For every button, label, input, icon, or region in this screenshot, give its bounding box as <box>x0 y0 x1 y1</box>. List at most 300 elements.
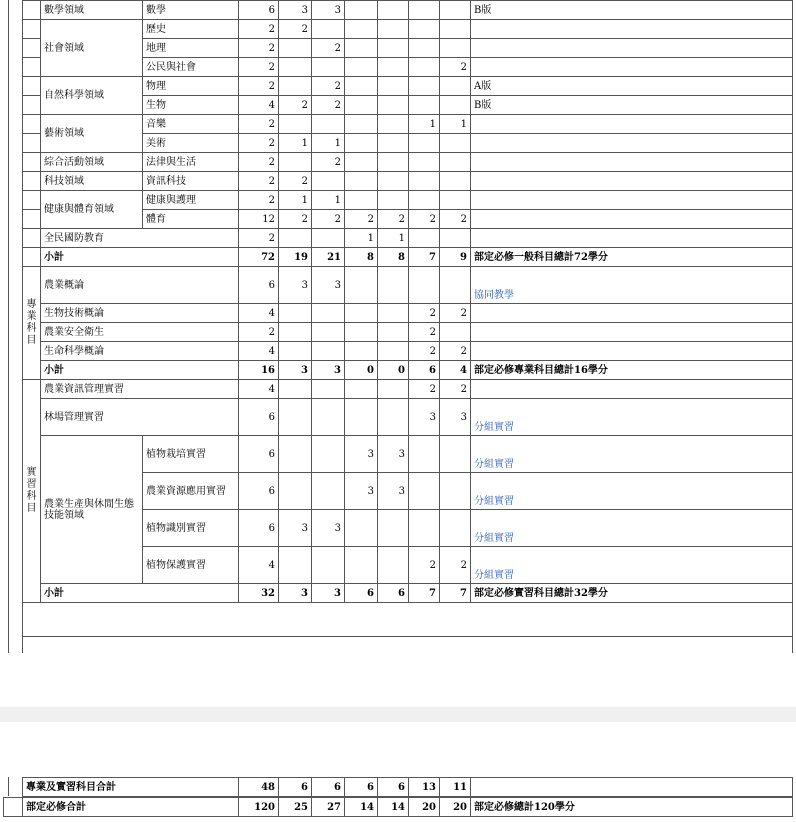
credit-s4 <box>378 399 409 436</box>
subject-cell: 公民與社會 <box>143 58 239 77</box>
credit-s6 <box>440 473 471 510</box>
credit-s1: 1 <box>279 191 312 210</box>
credit-s6 <box>440 267 471 304</box>
subject-cell: 生物技術概論 <box>41 304 239 323</box>
credit-s1: 2 <box>279 20 312 39</box>
credit-s3 <box>345 58 378 77</box>
category-practice: 實習科目 <box>23 380 41 603</box>
note-cell: 部定必修一般科目總計72學分 <box>471 248 793 267</box>
credit-s6 <box>440 20 471 39</box>
credit-s6: 20 <box>440 798 471 817</box>
credit-s2: 21 <box>312 248 345 267</box>
credit-s2 <box>312 436 345 473</box>
spacer-cell <box>23 96 41 115</box>
credit-s5 <box>409 267 440 304</box>
note-cell <box>471 342 793 361</box>
credit-s2 <box>312 172 345 191</box>
credit-s5: 7 <box>409 584 440 603</box>
table-row <box>23 229 793 248</box>
note-cell <box>471 58 793 77</box>
subtotal-label: 小計 <box>41 248 239 267</box>
credit-s3 <box>345 304 378 323</box>
subtotal-row <box>23 361 793 380</box>
credit-s2 <box>312 20 345 39</box>
credit-s4 <box>378 1 409 20</box>
spacer-cell <box>23 20 41 39</box>
note-cell: 部定必修實習科目總計32學分 <box>471 584 793 603</box>
note-cell <box>471 210 793 229</box>
credit-s1: 1 <box>279 134 312 153</box>
credit-total: 4 <box>239 342 279 361</box>
note-cell <box>471 191 793 210</box>
credit-s2: 2 <box>312 39 345 58</box>
total-label: 專業及實習科目合計 <box>23 778 239 797</box>
credit-s3 <box>345 172 378 191</box>
credit-s5 <box>409 1 440 20</box>
credit-total: 2 <box>239 20 279 39</box>
spacer-cell <box>23 153 41 172</box>
required-total-table <box>3 797 793 817</box>
note-cell <box>471 172 793 191</box>
credit-s4 <box>378 20 409 39</box>
credit-total: 6 <box>239 510 279 547</box>
table-row <box>23 115 793 134</box>
credit-s1 <box>279 473 312 510</box>
credit-s6: 3 <box>440 399 471 436</box>
credit-s3: 1 <box>345 229 378 248</box>
credit-s4 <box>378 510 409 547</box>
credit-s5 <box>409 229 440 248</box>
credit-s1 <box>279 115 312 134</box>
credit-s3: 6 <box>345 778 378 797</box>
table-row <box>23 153 793 172</box>
credit-s6: 2 <box>440 380 471 399</box>
credit-s2: 1 <box>312 134 345 153</box>
subject-cell: 生命科學概論 <box>41 342 239 361</box>
credit-total: 16 <box>239 361 279 380</box>
subject-cell: 地理 <box>143 39 239 58</box>
credit-total: 48 <box>239 778 279 797</box>
credit-s1: 2 <box>279 172 312 191</box>
credit-s3: 0 <box>345 361 378 380</box>
credit-s4 <box>378 77 409 96</box>
subject-cell: 農業安全衛生 <box>41 323 239 342</box>
credit-total: 12 <box>239 210 279 229</box>
credit-s5 <box>409 58 440 77</box>
spacer-cell <box>23 210 41 229</box>
table-row <box>23 342 793 361</box>
credit-total: 2 <box>239 115 279 134</box>
credit-s1 <box>279 304 312 323</box>
credit-s2 <box>312 115 345 134</box>
note-cell: 分組實習 <box>471 436 793 473</box>
domain-cell: 農業生產與休閒生態技能領域 <box>41 436 143 584</box>
credit-total: 2 <box>239 77 279 96</box>
credit-s2: 2 <box>312 77 345 96</box>
credit-total: 2 <box>239 172 279 191</box>
credit-s4 <box>378 304 409 323</box>
credit-s4 <box>378 153 409 172</box>
subject-cell: 資訊科技 <box>143 172 239 191</box>
credit-s6: 4 <box>440 361 471 380</box>
credit-total: 72 <box>239 248 279 267</box>
credit-s2: 27 <box>312 798 345 817</box>
credit-s5: 1 <box>409 115 440 134</box>
note-cell <box>471 778 793 797</box>
credit-total: 6 <box>239 267 279 304</box>
credit-s5 <box>409 191 440 210</box>
credit-s5: 6 <box>409 361 440 380</box>
credit-s3: 8 <box>345 248 378 267</box>
credit-total: 2 <box>239 229 279 248</box>
credit-s5 <box>409 153 440 172</box>
subject-cell: 農業概論 <box>41 267 239 304</box>
credit-s2 <box>312 229 345 248</box>
credit-s5: 2 <box>409 380 440 399</box>
table-row <box>23 304 793 323</box>
credit-s1 <box>279 380 312 399</box>
credit-s5 <box>409 77 440 96</box>
credit-s3 <box>345 380 378 399</box>
credit-s2: 2 <box>312 96 345 115</box>
table-row <box>23 77 793 96</box>
credit-total: 2 <box>239 323 279 342</box>
note-cell <box>471 380 793 399</box>
credit-s6: 7 <box>440 584 471 603</box>
credit-s2 <box>312 342 345 361</box>
subject-cell: 林場管理實習 <box>41 399 239 436</box>
credit-s3 <box>345 1 378 20</box>
subject-cell: 農業資源應用實習 <box>143 473 239 510</box>
credit-s5 <box>409 172 440 191</box>
table-row <box>23 436 793 473</box>
subject-cell: 植物保護實習 <box>143 547 239 584</box>
note-cell: 分組實習 <box>471 399 793 436</box>
credit-s3 <box>345 323 378 342</box>
credit-s3 <box>345 547 378 584</box>
note-cell <box>471 115 793 134</box>
credit-total: 4 <box>239 304 279 323</box>
total-row <box>23 778 793 797</box>
credit-s1: 2 <box>279 210 312 229</box>
credit-s5 <box>409 510 440 547</box>
table-row <box>23 399 793 436</box>
note-cell: A版 <box>471 77 793 96</box>
credit-total: 4 <box>239 96 279 115</box>
note-cell: 分組實習 <box>471 547 793 584</box>
credit-s5: 2 <box>409 304 440 323</box>
credit-s4: 0 <box>378 361 409 380</box>
subject-cell: 健康與護理 <box>143 191 239 210</box>
credit-s1: 3 <box>279 267 312 304</box>
credit-s6: 1 <box>440 115 471 134</box>
subtotal-row <box>23 584 793 603</box>
credit-s6 <box>440 229 471 248</box>
credit-s6: 2 <box>440 342 471 361</box>
credit-s6 <box>440 96 471 115</box>
table-row <box>23 172 793 191</box>
credit-s2 <box>312 58 345 77</box>
credit-s2: 1 <box>312 191 345 210</box>
credit-s1: 3 <box>279 584 312 603</box>
domain-cell: 全民國防教育 <box>41 229 239 248</box>
credit-s6 <box>440 323 471 342</box>
table-row <box>23 191 793 210</box>
credit-s4 <box>378 39 409 58</box>
credit-s2: 3 <box>312 584 345 603</box>
note-cell <box>471 39 793 58</box>
credit-s4: 3 <box>378 473 409 510</box>
credit-s1: 6 <box>279 778 312 797</box>
credit-s5 <box>409 436 440 473</box>
credit-s1 <box>279 436 312 473</box>
credit-s4: 14 <box>378 798 409 817</box>
domain-cell: 數學領域 <box>41 1 143 20</box>
credit-s6 <box>440 77 471 96</box>
spacer-cell <box>23 229 41 248</box>
credit-s1: 19 <box>279 248 312 267</box>
credit-s4: 6 <box>378 584 409 603</box>
credit-s5 <box>409 39 440 58</box>
credit-s4 <box>378 172 409 191</box>
credit-total: 6 <box>239 436 279 473</box>
credit-s4: 8 <box>378 248 409 267</box>
credit-s5 <box>409 20 440 39</box>
domain-cell: 健康與體育領域 <box>41 191 143 229</box>
subject-cell: 生物 <box>143 96 239 115</box>
credit-s1: 3 <box>279 1 312 20</box>
credit-s5: 2 <box>409 342 440 361</box>
credit-s6 <box>440 1 471 20</box>
table-row <box>23 380 793 399</box>
category-professional: 專業科目 <box>23 267 41 380</box>
total-label: 部定必修合計 <box>23 798 239 817</box>
credit-s4 <box>378 380 409 399</box>
credit-s2: 3 <box>312 1 345 20</box>
totals-left-line <box>8 777 9 796</box>
credit-total: 6 <box>239 1 279 20</box>
note-cell: B版 <box>471 96 793 115</box>
credit-s3: 3 <box>345 436 378 473</box>
credit-s3 <box>345 267 378 304</box>
domain-cell: 藝術領域 <box>41 115 143 153</box>
credit-s6 <box>440 39 471 58</box>
domain-cell: 社會領域 <box>41 20 143 77</box>
credit-s3 <box>345 134 378 153</box>
note-cell: 部定必修總計120學分 <box>471 798 793 817</box>
note-cell: 分組實習 <box>471 510 793 547</box>
credit-s2 <box>312 304 345 323</box>
credit-s2 <box>312 547 345 584</box>
credit-total: 32 <box>239 584 279 603</box>
note-cell <box>471 153 793 172</box>
credit-s1 <box>279 229 312 248</box>
frame-bottom-line <box>22 636 792 637</box>
credit-s1 <box>279 323 312 342</box>
credit-s5: 2 <box>409 323 440 342</box>
note-cell <box>471 323 793 342</box>
credit-s3 <box>345 153 378 172</box>
subject-cell: 數學 <box>143 1 239 20</box>
credit-s4 <box>378 342 409 361</box>
credit-s5: 2 <box>409 210 440 229</box>
spacer-cell <box>23 115 41 134</box>
totals-table <box>22 777 793 797</box>
credit-total: 2 <box>239 58 279 77</box>
credit-total: 2 <box>239 134 279 153</box>
credit-s4: 3 <box>378 436 409 473</box>
section-gap <box>0 707 796 722</box>
credit-s4 <box>378 191 409 210</box>
credit-s5 <box>409 134 440 153</box>
credit-s5: 20 <box>409 798 440 817</box>
credit-s4: 2 <box>378 210 409 229</box>
spacer-cell <box>23 248 41 267</box>
credit-s1: 3 <box>279 361 312 380</box>
credit-s3 <box>345 510 378 547</box>
credit-s4 <box>378 96 409 115</box>
credit-s5: 13 <box>409 778 440 797</box>
subject-cell: 美術 <box>143 134 239 153</box>
credit-s6: 11 <box>440 778 471 797</box>
credit-s4 <box>378 547 409 584</box>
credit-total: 2 <box>239 153 279 172</box>
credit-s6 <box>440 134 471 153</box>
table-row <box>23 1 793 20</box>
spacer-cell <box>23 191 41 210</box>
credit-s3 <box>345 77 378 96</box>
credit-s6: 9 <box>440 248 471 267</box>
subject-cell: 體育 <box>143 210 239 229</box>
credit-s6: 2 <box>440 210 471 229</box>
subject-cell: 植物栽培實習 <box>143 436 239 473</box>
credit-s3: 3 <box>345 473 378 510</box>
subject-cell: 物理 <box>143 77 239 96</box>
table-row <box>23 323 793 342</box>
credit-s3: 14 <box>345 798 378 817</box>
credit-s4: 1 <box>378 229 409 248</box>
domain-cell: 綜合活動領域 <box>41 153 143 172</box>
frame-left-line <box>8 0 9 653</box>
credit-s2 <box>312 380 345 399</box>
credit-s1 <box>279 58 312 77</box>
credit-s2 <box>312 323 345 342</box>
credit-s2: 2 <box>312 153 345 172</box>
note-cell <box>471 229 793 248</box>
credit-total: 120 <box>239 798 279 817</box>
note-cell: 部定必修專業科目總計16學分 <box>471 361 793 380</box>
note-cell <box>471 304 793 323</box>
credit-s2: 2 <box>312 210 345 229</box>
credit-s6: 2 <box>440 304 471 323</box>
credit-s4 <box>378 115 409 134</box>
credit-s1: 2 <box>279 96 312 115</box>
credit-s1 <box>279 547 312 584</box>
subject-cell: 農業資訊管理實習 <box>41 380 239 399</box>
credit-s2: 3 <box>312 361 345 380</box>
subject-cell: 植物識別實習 <box>143 510 239 547</box>
credit-s3 <box>345 39 378 58</box>
credit-s6: 2 <box>440 58 471 77</box>
credit-s6 <box>440 510 471 547</box>
credit-s2 <box>312 399 345 436</box>
credit-s2 <box>312 473 345 510</box>
credit-s1 <box>279 77 312 96</box>
credit-s4: 6 <box>378 778 409 797</box>
credit-s2: 6 <box>312 778 345 797</box>
credit-s1: 3 <box>279 510 312 547</box>
credit-s3: 2 <box>345 210 378 229</box>
note-cell: 協同教學 <box>471 267 793 304</box>
spacer-cell <box>23 1 41 20</box>
credit-s2: 3 <box>312 267 345 304</box>
domain-cell: 自然科學領域 <box>41 77 143 115</box>
note-cell <box>471 20 793 39</box>
subtotal-label: 小計 <box>41 584 239 603</box>
spacer-cell <box>23 58 41 77</box>
credit-s6 <box>440 436 471 473</box>
credit-s3: 6 <box>345 584 378 603</box>
domain-cell: 科技領域 <box>41 172 143 191</box>
credit-s5: 3 <box>409 399 440 436</box>
credit-s3 <box>345 399 378 436</box>
spacer-cell <box>23 77 41 96</box>
credit-total: 4 <box>239 547 279 584</box>
credit-s6: 2 <box>440 547 471 584</box>
credit-total: 2 <box>239 39 279 58</box>
table-row <box>23 20 793 39</box>
credit-s3 <box>345 20 378 39</box>
credit-s1 <box>279 153 312 172</box>
spacer-cell <box>23 134 41 153</box>
subtotal-label: 小計 <box>41 361 239 380</box>
credit-total: 4 <box>239 380 279 399</box>
note-cell: B版 <box>471 1 793 20</box>
credit-s1 <box>279 39 312 58</box>
subject-cell: 法律與生活 <box>143 153 239 172</box>
subtotal-row <box>23 248 793 267</box>
spacer-cell <box>23 39 41 58</box>
table-row <box>23 267 793 304</box>
credit-s4 <box>378 134 409 153</box>
total-row <box>4 798 793 817</box>
spacer-cell <box>23 172 41 191</box>
credit-s4 <box>378 58 409 77</box>
credit-s1 <box>279 342 312 361</box>
credit-s4 <box>378 267 409 304</box>
credit-s3 <box>345 96 378 115</box>
credit-s4 <box>378 323 409 342</box>
credit-s2: 3 <box>312 510 345 547</box>
credit-s5: 7 <box>409 248 440 267</box>
credit-s5 <box>409 473 440 510</box>
credit-s5: 2 <box>409 547 440 584</box>
subject-cell: 音樂 <box>143 115 239 134</box>
credit-s6 <box>440 153 471 172</box>
credit-s3 <box>345 191 378 210</box>
credit-s3 <box>345 115 378 134</box>
spacer-cell <box>4 798 23 817</box>
note-cell <box>471 134 793 153</box>
credit-total: 2 <box>239 191 279 210</box>
credit-s1 <box>279 399 312 436</box>
credit-s3 <box>345 342 378 361</box>
credit-total: 6 <box>239 399 279 436</box>
credit-total: 6 <box>239 473 279 510</box>
credit-s1: 25 <box>279 798 312 817</box>
credit-s6 <box>440 191 471 210</box>
note-cell: 分組實習 <box>471 473 793 510</box>
